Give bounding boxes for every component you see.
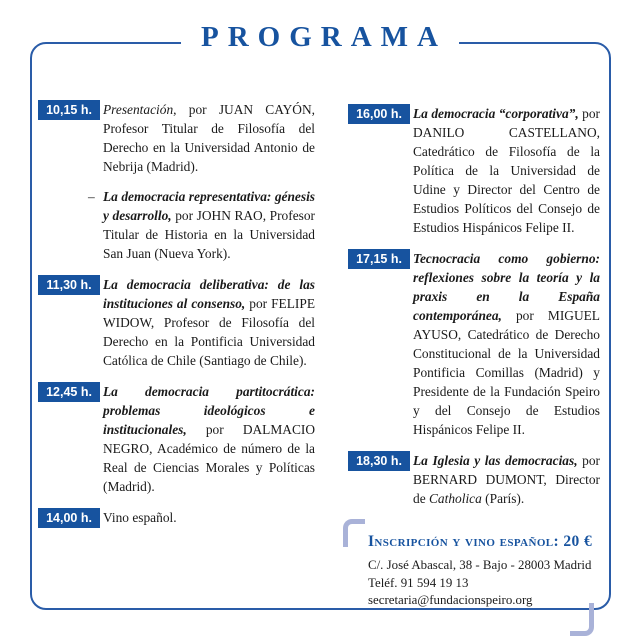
sub-entry [88,187,316,263]
text-segment: por MIGUEL AYUSO, Catedrático de Derecho Constitucional de la Universidad Pontificia Comillas (Madrid) y Presidente de la Fundación Speiro y del Consejo de Estudios Hispánicos Felipe II. [413,308,600,437]
right-column [348,104,600,636]
sub-entry-text [103,187,315,263]
schedule-entry [38,508,315,528]
schedule-entry [38,275,315,370]
entry-text [103,275,315,370]
inscription-email: secretaria@fundacionspeiro.org [368,593,533,607]
text-segment: Vino español. [103,510,177,525]
corner-bracket-bottom-right-icon [570,603,594,636]
time-badge: 18,30 h. [348,451,410,471]
text-segment: por FELIPE WIDOW, Profesor de Filosofía del Derecho en la Pontificia Universidad Católica de Chile (Santiago de Chile). [103,296,315,368]
text-segment: (París). [481,491,525,506]
schedule-entry [38,382,315,496]
time-badge: 14,00 h. [38,508,100,528]
text-segment: La democracia partitocrática: problemas ideológicos e institucionales, [103,384,315,437]
time-badge: 16,00 h. [348,104,410,124]
text-segment: por JOHN RAO, Profesor Titular de Historia en la Universidad San Juan (Nueva York). [103,208,316,261]
schedule-entry [348,104,600,237]
inscription-phone: Teléf. 91 594 19 13 [368,575,469,590]
time-badge: 17,15 h. [348,249,410,269]
schedule-entry [348,451,600,508]
page-title: PROGRAMA [181,21,459,54]
left-column [38,100,315,540]
text-segment: Catholica [429,491,482,506]
corner-bracket-top-left-icon [343,519,365,547]
text-segment: Presentación [103,102,174,117]
text-segment: La democracia deliberativa: de las instituciones al consenso, [103,277,315,311]
right-column-entries [348,104,600,508]
text-segment: por BERNARD DUMONT, Director de [413,453,600,506]
entry-text [413,451,600,508]
entry-text [103,100,315,176]
entry-text [103,382,315,496]
text-segment: La Iglesia y las democracias, [413,453,578,468]
text-segment: , por JUAN CAYÓN, Profesor Titular de Filosofía del Derecho en la Universidad Antonio de Nebrija (Madrid). [103,102,315,174]
schedule-entry [348,249,600,439]
entry-text [413,249,600,439]
inscription-heading: Inscripción y vino español: 20 € [368,533,593,550]
text-segment: por DANILO CASTELLANO, Catedrático de Filosofía de la Política de la Universidad de Udine y Director del Centro de Estudios Políticos del Consejo de Estudios Hispánicos Felipe II. [413,106,600,235]
text-segment: Tecnocracia como gobierno: reflexiones sobre la teoría y la praxis en la España contemporánea, [413,251,600,323]
inscription-box [348,522,600,636]
entry-text [103,508,315,527]
text-segment: La democracia representativa: génesis y desarrollo, [103,189,315,223]
dash: – [88,189,95,204]
time-badge: 12,45 h. [38,382,100,402]
text-segment: por DALMACIO NEGRO, Académico de número de la Real de Ciencias Morales y Políticas (Madrid). [103,422,315,494]
time-badge: 11,30 h. [38,275,100,295]
schedule-entry [38,100,315,263]
inscription-address: C/. José Abascal, 38 - Bajo - 28003 Madrid [368,558,592,572]
time-badge: 10,15 h. [38,100,100,120]
entry-text [413,104,600,237]
text-segment: La democracia “corporativa”, [413,106,579,121]
